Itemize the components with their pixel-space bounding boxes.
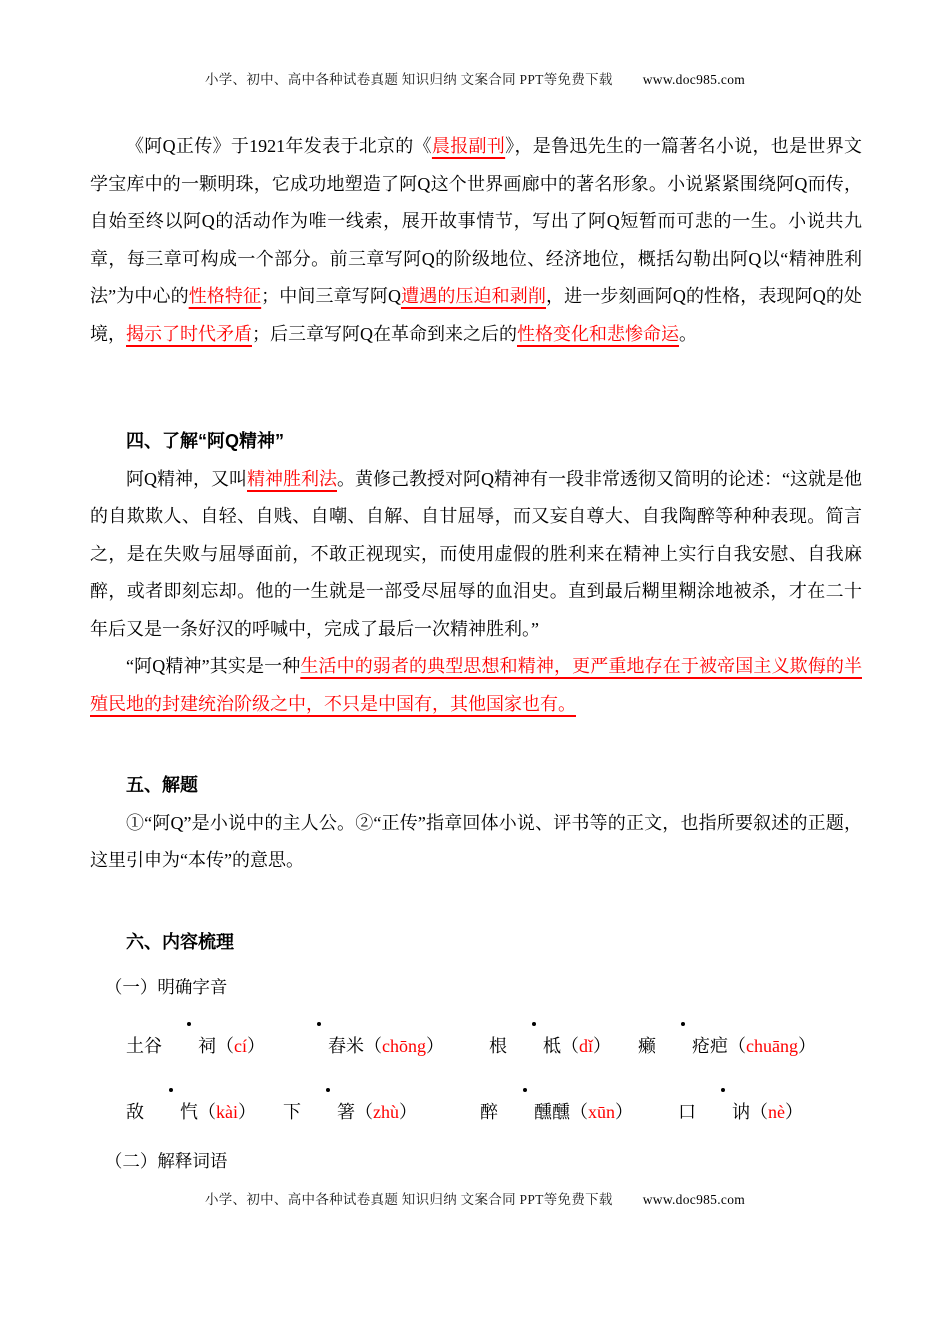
text-run: 疤（: [710, 1036, 747, 1056]
text-run: 揭示了时代矛盾: [126, 323, 252, 344]
text-run: ） 口: [615, 1102, 696, 1122]
text-run: ，进一步刻画阿Q的性格，表现阿Q的处境，: [90, 286, 862, 344]
text-run: 遭遇的压迫和剥削: [400, 286, 547, 306]
text-run: 阿Q精神，又叫: [126, 468, 247, 489]
pinyin-line-1: [90, 1031, 862, 1061]
section4-paragraph-1: [90, 461, 862, 649]
text-run: 性格变化和悲惨命运: [517, 323, 679, 344]
text-run: ①“阿Q”是小说中的主人公。②“正传”指章回体小说、评书等的正文，也指所要叙述的正题，这里引申为“本传”的意思。: [90, 812, 862, 870]
text-run: chōng: [382, 1036, 426, 1056]
header-url-link[interactable]: www.doc985.com: [642, 72, 746, 87]
intro-paragraph: [90, 128, 862, 353]
text-run: ） 下: [238, 1102, 301, 1122]
text-run: 疮: [656, 1031, 710, 1061]
text-run: 》，是鲁迅先生的一篇著名小说，也是世界文学宝库中的一颗明珠，它成功地塑造了阿Q这个世界画廊中的著名形象。小说紧紧围绕阿Q而传，自始至终以阿Q的活动作为唯一线索，展开故事情节，写出了阿Q短暂而可悲的一生。小说共九章，每三章可构成一个部分。前三章写阿Q的阶级地位、经济地位，概括勾勒出阿Q以“精神胜利法”为中心的: [90, 136, 863, 306]
text-run: 土谷: [126, 1036, 162, 1056]
text-run: 敌: [126, 1102, 144, 1122]
text-run: cí: [234, 1036, 247, 1056]
text-run: 生活中的弱者的典型思想和精神，更严重地存在于被帝国主义欺侮的半殖民地的封建统治阶级之中，不只是中国有，其他国家也有。: [90, 656, 862, 714]
text-run: kài: [216, 1102, 238, 1122]
text-run: nè: [768, 1102, 785, 1122]
text-run: ） 根: [426, 1036, 507, 1056]
document-body: [90, 128, 862, 1179]
text-run: （: [355, 1102, 373, 1122]
page-footer: [0, 1188, 950, 1208]
text-run: 柢: [507, 1031, 561, 1061]
text-run: 忾: [144, 1097, 198, 1127]
text-run: 箸: [301, 1097, 355, 1127]
text-run: 。黄修己教授对阿Q精神有一段非常透彻又简明的论述：“这就是他的自欺欺人、自轻、自贱、自嘲、自解、自甘屈辱，而又妄自尊大、自我陶醉等种种表现。简言之，是在失败与屈辱面前，不敢正视现实，而使用虚假的胜利来在精神上实行自我安慰、自我麻醉，或者即刻忘却。他的一生就是一部受尽屈辱的血泪史。直到最后糊里糊涂地被杀，才在二十年后又是一条好汉的呼喊中，完成了最后一次精神胜利。”: [90, 468, 862, 639]
text-run: 晨报副刊: [431, 136, 506, 156]
text-run: ）: [247, 1036, 292, 1056]
text-run: ） 癞: [593, 1036, 657, 1056]
section5-heading: 五、解题: [126, 775, 198, 795]
text-run: 米（: [346, 1036, 382, 1056]
text-run: 精神胜利法: [247, 468, 337, 489]
text-run: （: [561, 1036, 579, 1056]
section6-heading: 六、内容梳理: [126, 931, 234, 952]
text-run: xūn: [588, 1102, 615, 1122]
text-run: zhù: [373, 1102, 399, 1122]
section4-paragraph-2: [90, 648, 862, 723]
text-run: ；中间三章写阿Q: [261, 286, 401, 306]
text-run: （: [216, 1036, 234, 1056]
text-run: 舂: [292, 1031, 346, 1061]
text-run: 。: [679, 323, 697, 344]
section5-paragraph: [90, 805, 862, 880]
text-run: 《阿Q正传》于1921年发表于北京的《: [126, 136, 432, 156]
text-run: 祠: [162, 1031, 216, 1061]
header-text: 小学、初中、高中各种试卷真题 知识归纳 文案合同 PPT等免费下载: [204, 72, 613, 87]
footer-url-link[interactable]: www.doc985.com: [642, 1192, 746, 1207]
text-run: “阿Q精神”其实是一种: [126, 656, 301, 676]
subsection1-title: （一）明确字音: [104, 977, 228, 997]
text-run: chuāng: [746, 1036, 798, 1056]
text-run: dǐ: [579, 1036, 594, 1056]
text-run: 性格特征: [188, 286, 262, 306]
page-header: [0, 68, 950, 88]
text-run: 醺（: [552, 1102, 588, 1122]
text-run: 讷: [696, 1097, 750, 1127]
text-run: ；后三章写阿Q在革命到来之后的: [252, 323, 517, 344]
section4-heading: 四、了解“阿Q精神”: [126, 431, 285, 451]
text-run: 醺: [498, 1097, 552, 1127]
text-run: ） 醉: [399, 1102, 498, 1122]
text-run: ）: [798, 1036, 816, 1056]
pinyin-line-2: [90, 1097, 862, 1127]
subsection2-title: （二）解释词语: [104, 1151, 228, 1171]
footer-text: 小学、初中、高中各种试卷真题 知识归纳 文案合同 PPT等免费下载: [204, 1192, 613, 1207]
text-run: （: [750, 1102, 768, 1122]
text-run: （: [198, 1102, 216, 1122]
text-run: ）: [785, 1102, 803, 1122]
